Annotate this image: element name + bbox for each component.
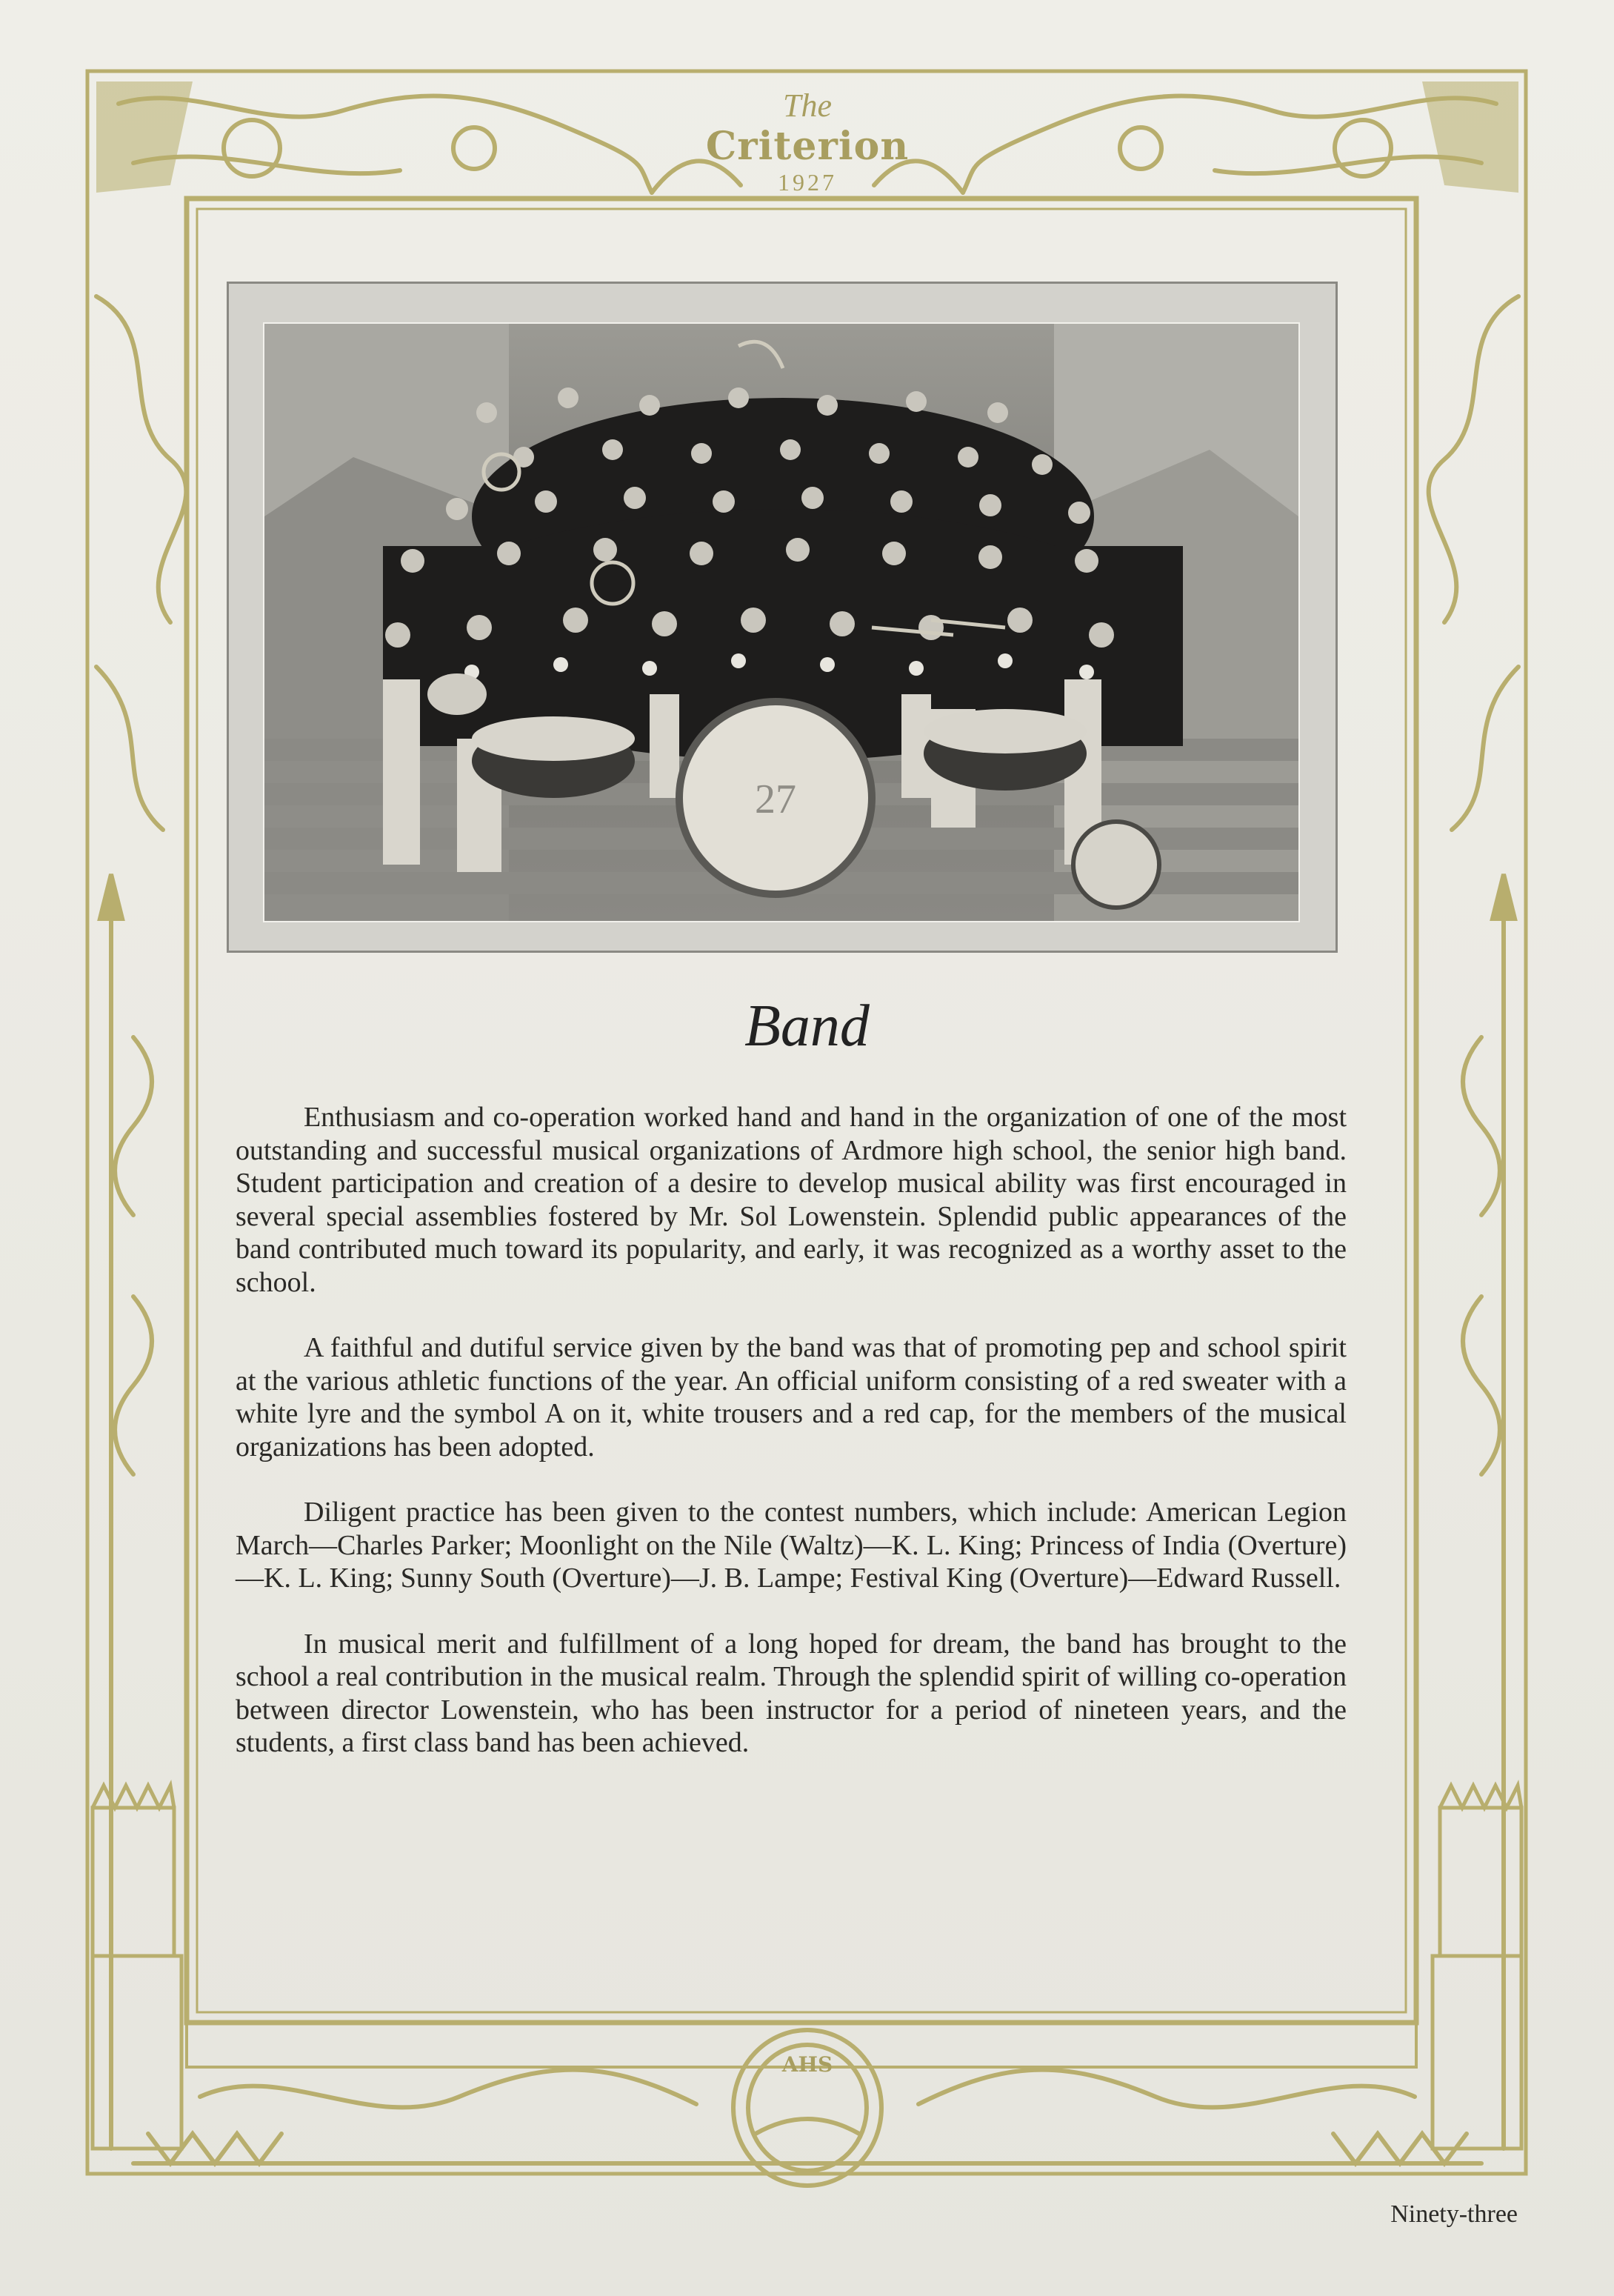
- band-photo-illustration: [264, 324, 1298, 921]
- drum-label: 27: [755, 776, 796, 822]
- article-paragraph: Enthusiasm and co-operation worked hand and hand in the organization of one of the most outstanding and successful musical organizations of Ardmore high school, the senior high band. Student participation and creation of a desire to develop musical ability was first encouraged in several special assemblies fostered by Mr. Sol Lowenstein. Splendid public appearances of the band contributed much toward its popularity, and early, it was recognized as a worthy asset to the school.: [236, 1102, 1347, 1298]
- article-body: [236, 1101, 1347, 1792]
- article-title: Band: [744, 994, 870, 1059]
- band-photo: [263, 322, 1300, 922]
- article-paragraph: In musical merit and fulfillment of a long hoped for dream, the band has brought to the school a real contribution in the musical realm. Through the splendid spirit of willing co-operation between director Lowenstein, who has been instructor for a period of nineteen years, and the students, a first class band has been achieved.: [236, 1628, 1347, 1758]
- header-year: 1927: [778, 169, 837, 196]
- article-paragraph: Diligent practice has been given to the contest numbers, which include: American Legion March—Charles Parker; Moonlight on the Nile (Waltz)—K. L. King; Princess of India (Overture)—K. L. King; Sunny South (Overture)—J. B. Lampe; Festival King (Overture)—Edward Russell.: [236, 1497, 1347, 1594]
- header-the: The: [783, 87, 832, 124]
- yearbook-header: [667, 87, 948, 196]
- header-title: Criterion: [705, 124, 910, 169]
- article-paragraph: A faithful and dutiful service given by the band was that of promoting pep and school spirit at the various athletic functions of the year. An official uniform consisting of a red sweater with a white lyre and the symbol A on it, white trousers and a red cap, for the members of the musical organizations has been adopted.: [236, 1332, 1347, 1463]
- page-number: Ninety-three: [1390, 2200, 1518, 2228]
- photo-mount: [227, 282, 1338, 953]
- footer-crest-text: AHS: [781, 2052, 833, 2077]
